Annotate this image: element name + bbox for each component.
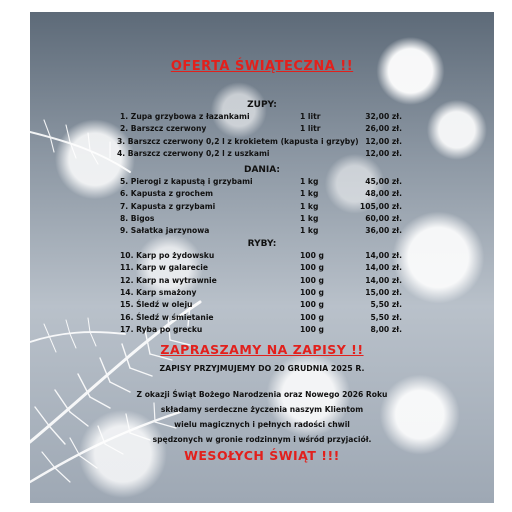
- menu-item-name: 5. Pierogi z kapustą i grzybami: [120, 177, 253, 186]
- menu-item-quantity: 1 kg: [300, 201, 319, 211]
- wishes-line: składamy serdeczne życzenia naszym Klientom: [160, 405, 364, 414]
- menu-item-price: 105,00 zł.: [359, 201, 402, 211]
- menu-item-price: 60,00 zł.: [365, 213, 402, 223]
- menu-item-row: [30, 149, 494, 161]
- menu-item-price: 12,00 zł.: [365, 136, 402, 146]
- menu-item-name: 7. Kapusta z grzybami: [120, 201, 216, 211]
- menu-item-name: 10. Karp po żydowsku: [120, 251, 215, 260]
- menu-item-price: 14,00 zł.: [365, 263, 402, 273]
- wishes-line: Z okazji Świąt Bożego Narodzenia oraz Nowego 2026 Roku: [136, 390, 388, 399]
- menu-item-name: 14. Karp smażony: [120, 287, 197, 297]
- menu-item-name: 11. Karp w galarecie: [120, 263, 209, 273]
- christmas-offer-poster: [30, 12, 494, 503]
- menu-item-quantity: 100 g: [300, 312, 324, 322]
- menu-item-price: 36,00 zł.: [365, 226, 402, 236]
- menu-item-row: [30, 112, 494, 124]
- menu-item-price: 5,50 zł.: [370, 300, 402, 310]
- menu-item-quantity: 1 kg: [300, 177, 319, 186]
- section-heading: RYBY:: [247, 239, 277, 249]
- menu-item-name: 17. Ryba po grecku: [120, 324, 203, 334]
- menu-item-quantity: 1 litr: [300, 124, 321, 134]
- menu-item-price: 32,00 zł.: [365, 112, 402, 121]
- menu-item-name: 1. Zupa grzybowa z łazankami: [120, 112, 250, 121]
- menu-item-price: 14,00 zł.: [365, 275, 402, 285]
- menu-item-name: 15. Śledź w oleju: [120, 300, 193, 310]
- menu-item-price: 14,00 zł.: [365, 251, 402, 260]
- menu-item-price: 8,00 zł.: [370, 324, 402, 334]
- menu-item-quantity: 1 kg: [300, 226, 319, 236]
- menu-item-quantity: 100 g: [300, 251, 324, 260]
- menu-item-quantity: 1 litr: [300, 112, 321, 121]
- menu-item-row: [30, 263, 494, 275]
- menu-item-row: [30, 124, 494, 136]
- menu-item-name: 12. Karp na wytrawnie: [120, 275, 217, 285]
- menu-item-name: 4. Barszcz czerwony 0,2 l z uszkami: [117, 148, 270, 158]
- invite-deadline: ZAPISY PRZYJMUJEMY DO 20 GRUDNIA 2025 R.: [159, 364, 365, 373]
- menu-item-quantity: 1 kg: [300, 189, 319, 199]
- menu-item-quantity: 1 kg: [300, 213, 319, 223]
- menu-item-price: 5,50 zł.: [370, 312, 402, 322]
- menu-item-row: [30, 300, 494, 312]
- wishes-line: wielu magicznych i pełnych radości chwil: [174, 420, 350, 429]
- holiday-wishes: [30, 387, 494, 447]
- menu-item-name: 9. Sałatka jarzynowa: [120, 226, 210, 236]
- menu-item-name: 6. Kapusta z grochem: [120, 189, 214, 199]
- menu-item-row: [30, 276, 494, 288]
- section-heading: ZUPY:: [247, 100, 277, 110]
- menu-item-row: [30, 137, 494, 149]
- menu-item-quantity: 100 g: [300, 324, 324, 334]
- invite-title: ZAPRASZAMY NA ZAPISY !!: [160, 342, 364, 357]
- menu-item-row: [30, 189, 494, 201]
- wishes-line: spędzonych w gronie rodzinnym i wśród przyjaciół.: [152, 435, 372, 444]
- menu-item-quantity: 100 g: [300, 300, 324, 310]
- menu-item-price: 45,00 zł.: [365, 177, 402, 186]
- poster-content: [30, 12, 494, 503]
- menu-item-name: 2. Barszcz czerwony: [120, 124, 207, 134]
- menu-item-row: [30, 288, 494, 300]
- menu-item-row: [30, 251, 494, 263]
- menu-item-price: 15,00 zł.: [365, 287, 402, 297]
- menu-item-price: 48,00 zł.: [365, 189, 402, 199]
- menu-item-row: [30, 325, 494, 337]
- menu-item-row: [30, 202, 494, 214]
- offer-title: OFERTA ŚWIĄTECZNA !!: [170, 59, 354, 74]
- menu-item-price: 26,00 zł.: [365, 124, 402, 134]
- menu-item-quantity: 100 g: [300, 287, 324, 297]
- menu-item-quantity: 100 g: [300, 275, 324, 285]
- menu-item-name: 3. Barszcz czerwony 0,2 l z krokietem (kapusta i grzyby): [117, 136, 359, 146]
- menu-item-name: 16. Śledź w śmietanie: [120, 312, 214, 322]
- menu-item-row: [30, 214, 494, 226]
- closing-greeting: WESOŁYCH ŚWIĄT !!!: [184, 448, 340, 463]
- menu-item-row: [30, 177, 494, 189]
- menu-item-row: [30, 313, 494, 325]
- section-heading: DANIA:: [243, 165, 281, 175]
- menu-item-name: 8. Bigos: [120, 213, 155, 223]
- menu-item-row: [30, 226, 494, 238]
- menu-item-quantity: 100 g: [300, 263, 324, 273]
- menu-item-price: 12,00 zł.: [365, 148, 402, 158]
